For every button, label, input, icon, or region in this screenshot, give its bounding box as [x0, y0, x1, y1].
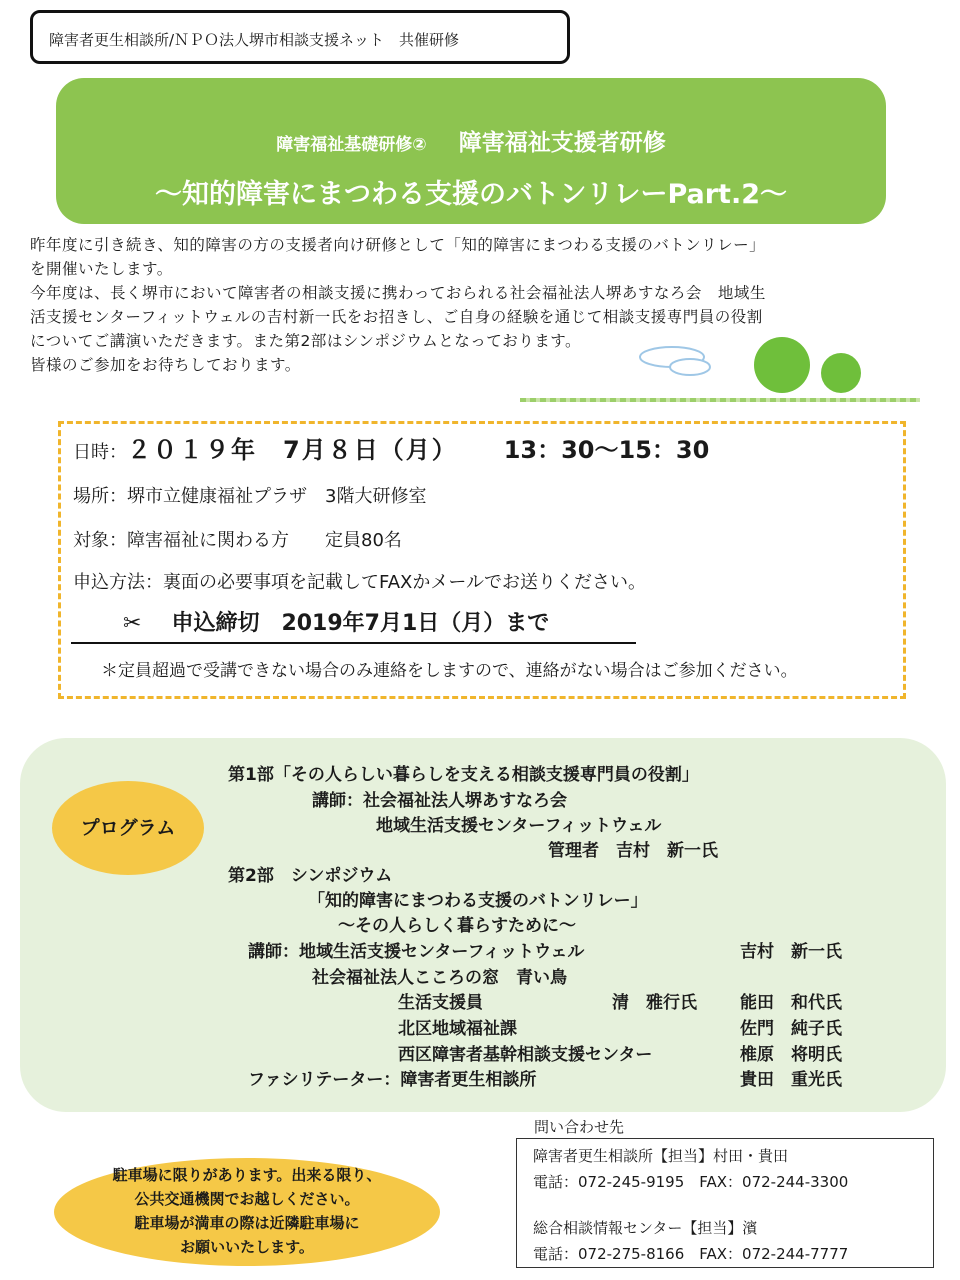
nishi-org: 西区障害者基幹相談支援センター: [398, 1045, 653, 1065]
target-value: 障害福祉に関わる方 定員80名: [127, 530, 402, 551]
parking-line: お願いいたします。: [180, 1238, 314, 1256]
date-value: ２０１９年 7月８日（月）: [127, 436, 458, 464]
target-row: [73, 526, 402, 552]
intro-line: 皆様のご参加をお待ちしております。: [30, 356, 301, 374]
parking-line: 駐車場が満車の際は近隣駐車場に: [134, 1214, 360, 1232]
place-label: 場所：: [73, 486, 127, 507]
part1-lecturer: 講師：社会福祉法人堺あすなろ会: [312, 791, 567, 811]
inquiry-tel2: 電話：072-275-8166 FAX：072-244-7777: [533, 1245, 849, 1263]
cloud-icon: [640, 347, 710, 375]
tree-icon: [821, 353, 861, 393]
parking-notice: [54, 1158, 440, 1266]
parking-line: 公共交通機関でお越しください。: [134, 1190, 360, 1208]
part1-org: 地域生活支援センターフィットウェル: [376, 816, 662, 836]
banner-title: 障害福祉支援者研修: [458, 130, 666, 156]
kita-org: 北区地域福祉課: [398, 1019, 517, 1039]
part2-subtheme: ～その人らしく暮らすために～: [338, 916, 576, 936]
place-value: 堺市立健康福祉プラザ 3階大研修室: [127, 486, 427, 507]
nishi-name: 椎原 将明氏: [740, 1045, 842, 1065]
deadline-text: 申込締切 2019年7月1日（月）まで: [171, 611, 550, 636]
part2-theme: 「知的障害にまつわる支援のバトンリレー」: [308, 891, 648, 911]
apply-row: [73, 568, 646, 594]
part1-title: 第1部「その人らしい暮らしを支える相談支援専門員の役割」: [228, 765, 699, 785]
apply-value: 裏面の必要事項を記載してFAXかメールでお送りください。: [163, 572, 646, 593]
cohost-label: 障害者更生相談所/ＮＰＯ法人堺市相談支援ネット 共催研修: [30, 10, 570, 64]
title-banner: [56, 78, 886, 224]
intro-line: を開催いたします。: [30, 260, 173, 278]
trees-illustration: [630, 325, 930, 405]
program-badge: プログラム: [52, 781, 204, 875]
part2-title: 第2部 シンポジウム: [228, 866, 393, 886]
inquiry-org2: 総合相談情報センター【担当】濱: [533, 1219, 758, 1237]
date-row: [73, 430, 709, 465]
inquiry-label: 問い合わせ先: [534, 1118, 625, 1136]
kokoro-org: 社会福祉法人こころの窓 青い鳥: [312, 968, 567, 988]
intro-line: 昨年度に引き続き、知的障害の方の支援者向け研修として「知的障害にまつわる支援のバトンリレー」: [30, 236, 766, 254]
tree-icon: [754, 337, 810, 393]
shienin-name1: 清 雅行氏: [612, 993, 697, 1013]
target-label: 対象：: [73, 530, 127, 551]
apply-label: 申込方法：: [73, 572, 163, 593]
scissors-icon: ✂: [123, 611, 142, 636]
time-value: 13：30～15：30: [503, 436, 710, 464]
inquiry-org1: 障害者更生相談所【担当】村田・貴田: [533, 1147, 789, 1165]
banner-main-title: ～知的障害にまつわる支援のバトンリレーPart.2～: [154, 179, 787, 210]
date-label: 日時：: [73, 442, 127, 463]
lecturer-left: 講師：地域生活支援センターフィットウェル: [248, 942, 585, 962]
lecturer-name: 吉村 新一氏: [740, 942, 842, 962]
event-details-box: [58, 421, 906, 699]
facilitator: ファシリテーター：障害者更生相談所: [248, 1070, 537, 1090]
banner-subtitle-row: [56, 124, 886, 157]
intro-line: についてご講演いただきます。また第2部はシンポジウムとなっております。: [30, 332, 582, 350]
facilitator-name: 貴田 重光氏: [740, 1070, 842, 1090]
place-row: [73, 482, 426, 508]
shienin-label: 生活支援員: [398, 993, 483, 1013]
intro-line: 活支援センターフィットウェルの吉村新一氏をお招きし、ご自身の経験を通じて相談支援専門員の役割: [30, 308, 763, 326]
inquiry-box: [516, 1138, 934, 1268]
intro-line: 今年度は、長く堺市において障害者の相談支援に携わっておられる社会福祉法人堺あすなろ会 地域生: [30, 284, 766, 302]
ground-line: [520, 398, 920, 402]
part1-name: 管理者 吉村 新一氏: [548, 841, 718, 861]
deadline-row: [71, 606, 636, 644]
banner-subtitle: 障害福祉基礎研修②: [276, 135, 427, 155]
capacity-note: ＊定員超過で受講できない場合のみ連絡をしますので、連絡がない場合はご参加ください。: [101, 661, 798, 681]
kita-name: 佐門 純子氏: [740, 1019, 842, 1039]
shienin-name2: 能田 和代氏: [740, 993, 842, 1013]
parking-line: 駐車場に限りがあります。出来る限り、: [112, 1166, 382, 1184]
inquiry-tel1: 電話：072-245-9195 FAX：072-244-3300: [533, 1173, 849, 1191]
